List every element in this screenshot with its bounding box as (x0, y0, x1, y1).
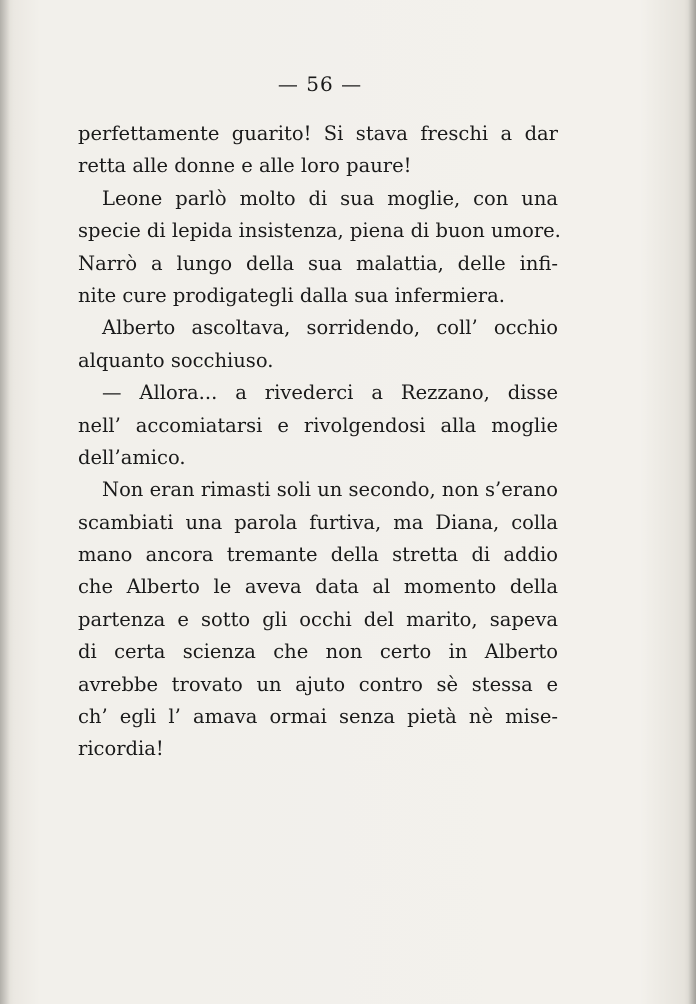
body-text (78, 118, 561, 766)
text-line: nite cure prodigategli dalla sua infermiera. (78, 283, 505, 307)
text-line: retta alle donne e alle loro paure! (78, 154, 412, 178)
text-line: alquanto socchiuso. (78, 348, 274, 372)
text-line: specie di lepida insistenza, piena di buon umore. (78, 219, 561, 243)
text-line: avrebbe trovato un ajuto contro sè stessa e (78, 672, 558, 696)
page-number: — 56 — (277, 72, 363, 96)
text-line: mano ancora tremante della stretta di addio (78, 543, 558, 567)
text-line: Non eran rimasti soli un secondo, non s’erano (102, 478, 558, 502)
spine-shadow (0, 0, 10, 1004)
text-line: scambiati una parola furtiva, ma Diana, colla (78, 510, 558, 534)
text-line: partenza e sotto gli occhi del marito, sapeva (78, 607, 558, 631)
text-line: di certa scienza che non certo in Alberto (78, 640, 558, 664)
text-line: nell’ accomiatarsi e rivolgendosi alla moglie (78, 413, 558, 437)
text-line: Alberto ascoltava, sorridendo, coll’ occhio (102, 316, 558, 340)
text-line: Narrò a lungo della sua malattia, delle infi- (78, 251, 558, 275)
text-line: ch’ egli l’ amava ormai senza pietà nè mise- (78, 705, 558, 729)
text-line: Leone parlò molto di sua moglie, con una (102, 186, 558, 210)
text-line: dell’amico. (78, 445, 186, 469)
text-line: ricordia! (78, 737, 164, 761)
text-line: — Allora... a rivederci a Rezzano, disse (102, 381, 558, 405)
text-line: che Alberto le aveva data al momento della (78, 575, 558, 599)
text-line: perfettamente guarito! Si stava freschi a dar (78, 122, 558, 145)
page-edge-shadow (688, 0, 696, 1004)
